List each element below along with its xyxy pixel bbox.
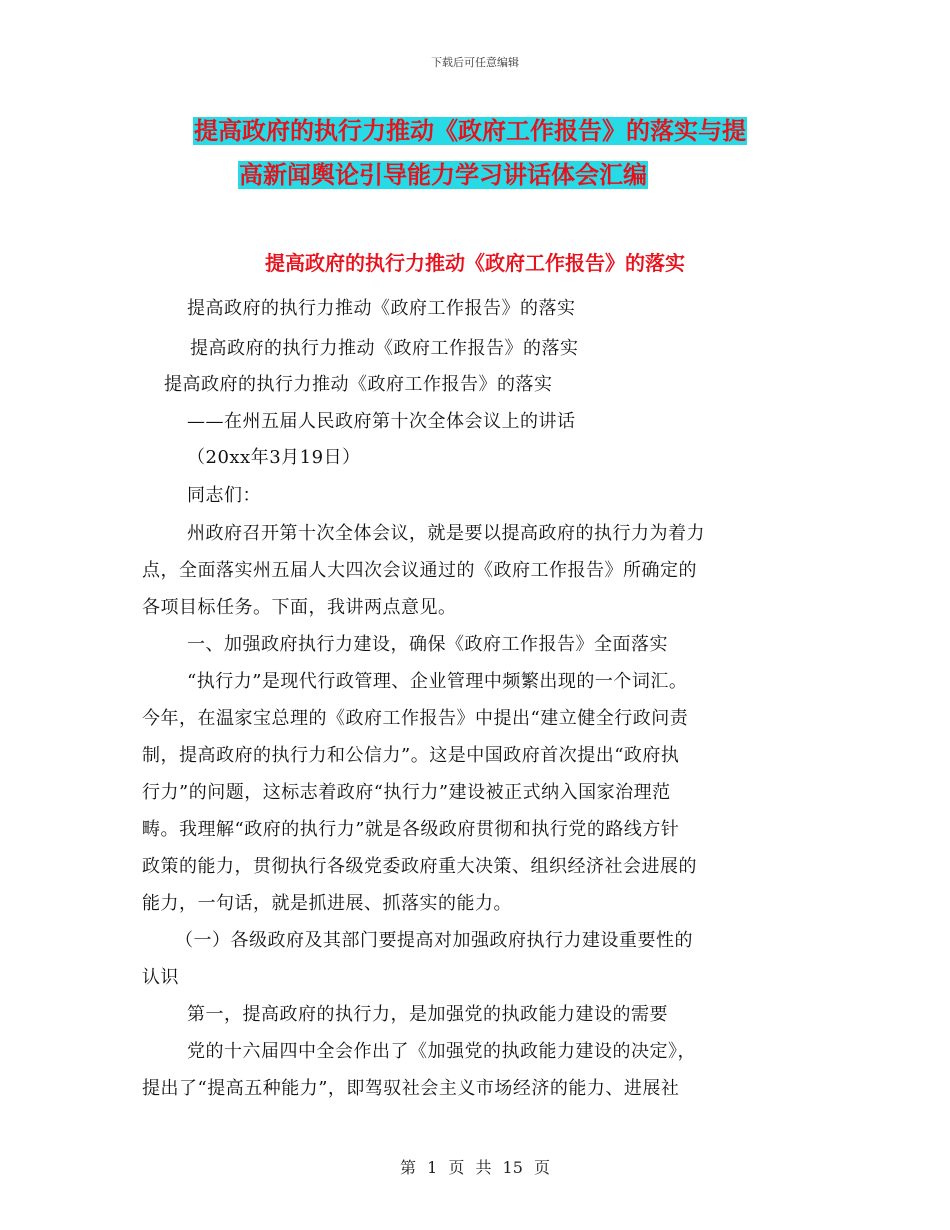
body-line: 今年，在温家宝总理的《政府工作报告》中提出“建立健全行政问责 [142,708,689,729]
body-line: 点，全面落实州五届人大四次会议通过的《政府工作报告》所确定的 [142,560,697,581]
body-line: 能力，一句话，就是抓进展、抓落实的能力。 [142,893,512,914]
body-line: 制，提高政府的执行力和公信力”。这是中国政府首次提出“政府执 [142,745,680,766]
header-note: 下载后可任意编辑 [431,56,519,69]
body-line: 提高政府的执行力推动《政府工作报告》的落实 [164,374,553,395]
document-title-line-2: 高新闻舆论引导能力学习讲话体会汇编 [239,161,647,189]
body-line: 政策的能力，贯彻执行各级党委政府重大决策、组织经济社会进展的 [142,856,697,877]
subsection-heading: （一）各级政府及其部门要提高对加强政府执行力建设重要性的 [175,930,693,951]
body-line: （20xx年3月19日） [187,447,361,468]
body-line: ——在州五届人民政府第十次全体会议上的讲话 [187,411,576,432]
page-footer: 第 1 页 共 15 页 [400,1158,550,1177]
body-line: 各项目标任务。下面，我讲两点意见。 [142,597,457,618]
salutation: 同志们： [187,485,261,506]
body-line: 行力”的问题，这标志着政府“执行力”建设被正式纳入国家治理范 [142,782,671,803]
body-line: 州政府召开第十次全体会议，就是要以提高政府的执行力为着力 [187,523,705,544]
document-title-line-1: 提高政府的执行力推动《政府工作报告》的落实与提 [194,117,746,145]
section-heading: 一、加强政府执行力建设，确保《政府工作报告》全面落实 [187,634,668,655]
section-title: 提高政府的执行力推动《政府工作报告》的落实 [265,251,685,275]
body-line: “执行力”是现代行政管理、企业管理中频繁出现的一个词汇。 [187,671,688,692]
body-line: 第一，提高政府的执行力，是加强党的执政能力建设的需要 [187,1004,668,1025]
body-line: 认识 [142,967,179,988]
body-line: 提高政府的执行力推动《政府工作报告》的落实 [190,338,579,359]
body-line: 党的十六届四中全会作出了《加强党的执政能力建设的决定》， [187,1041,696,1062]
body-line: 提高政府的执行力推动《政府工作报告》的落实 [187,298,576,319]
body-line: 提出了“提高五种能力”，即驾驭社会主义市场经济的能力、进展社 [142,1078,680,1099]
body-line: 畴。我理解“政府的执行力”就是各级政府贯彻和执行党的路线方针 [142,819,680,840]
